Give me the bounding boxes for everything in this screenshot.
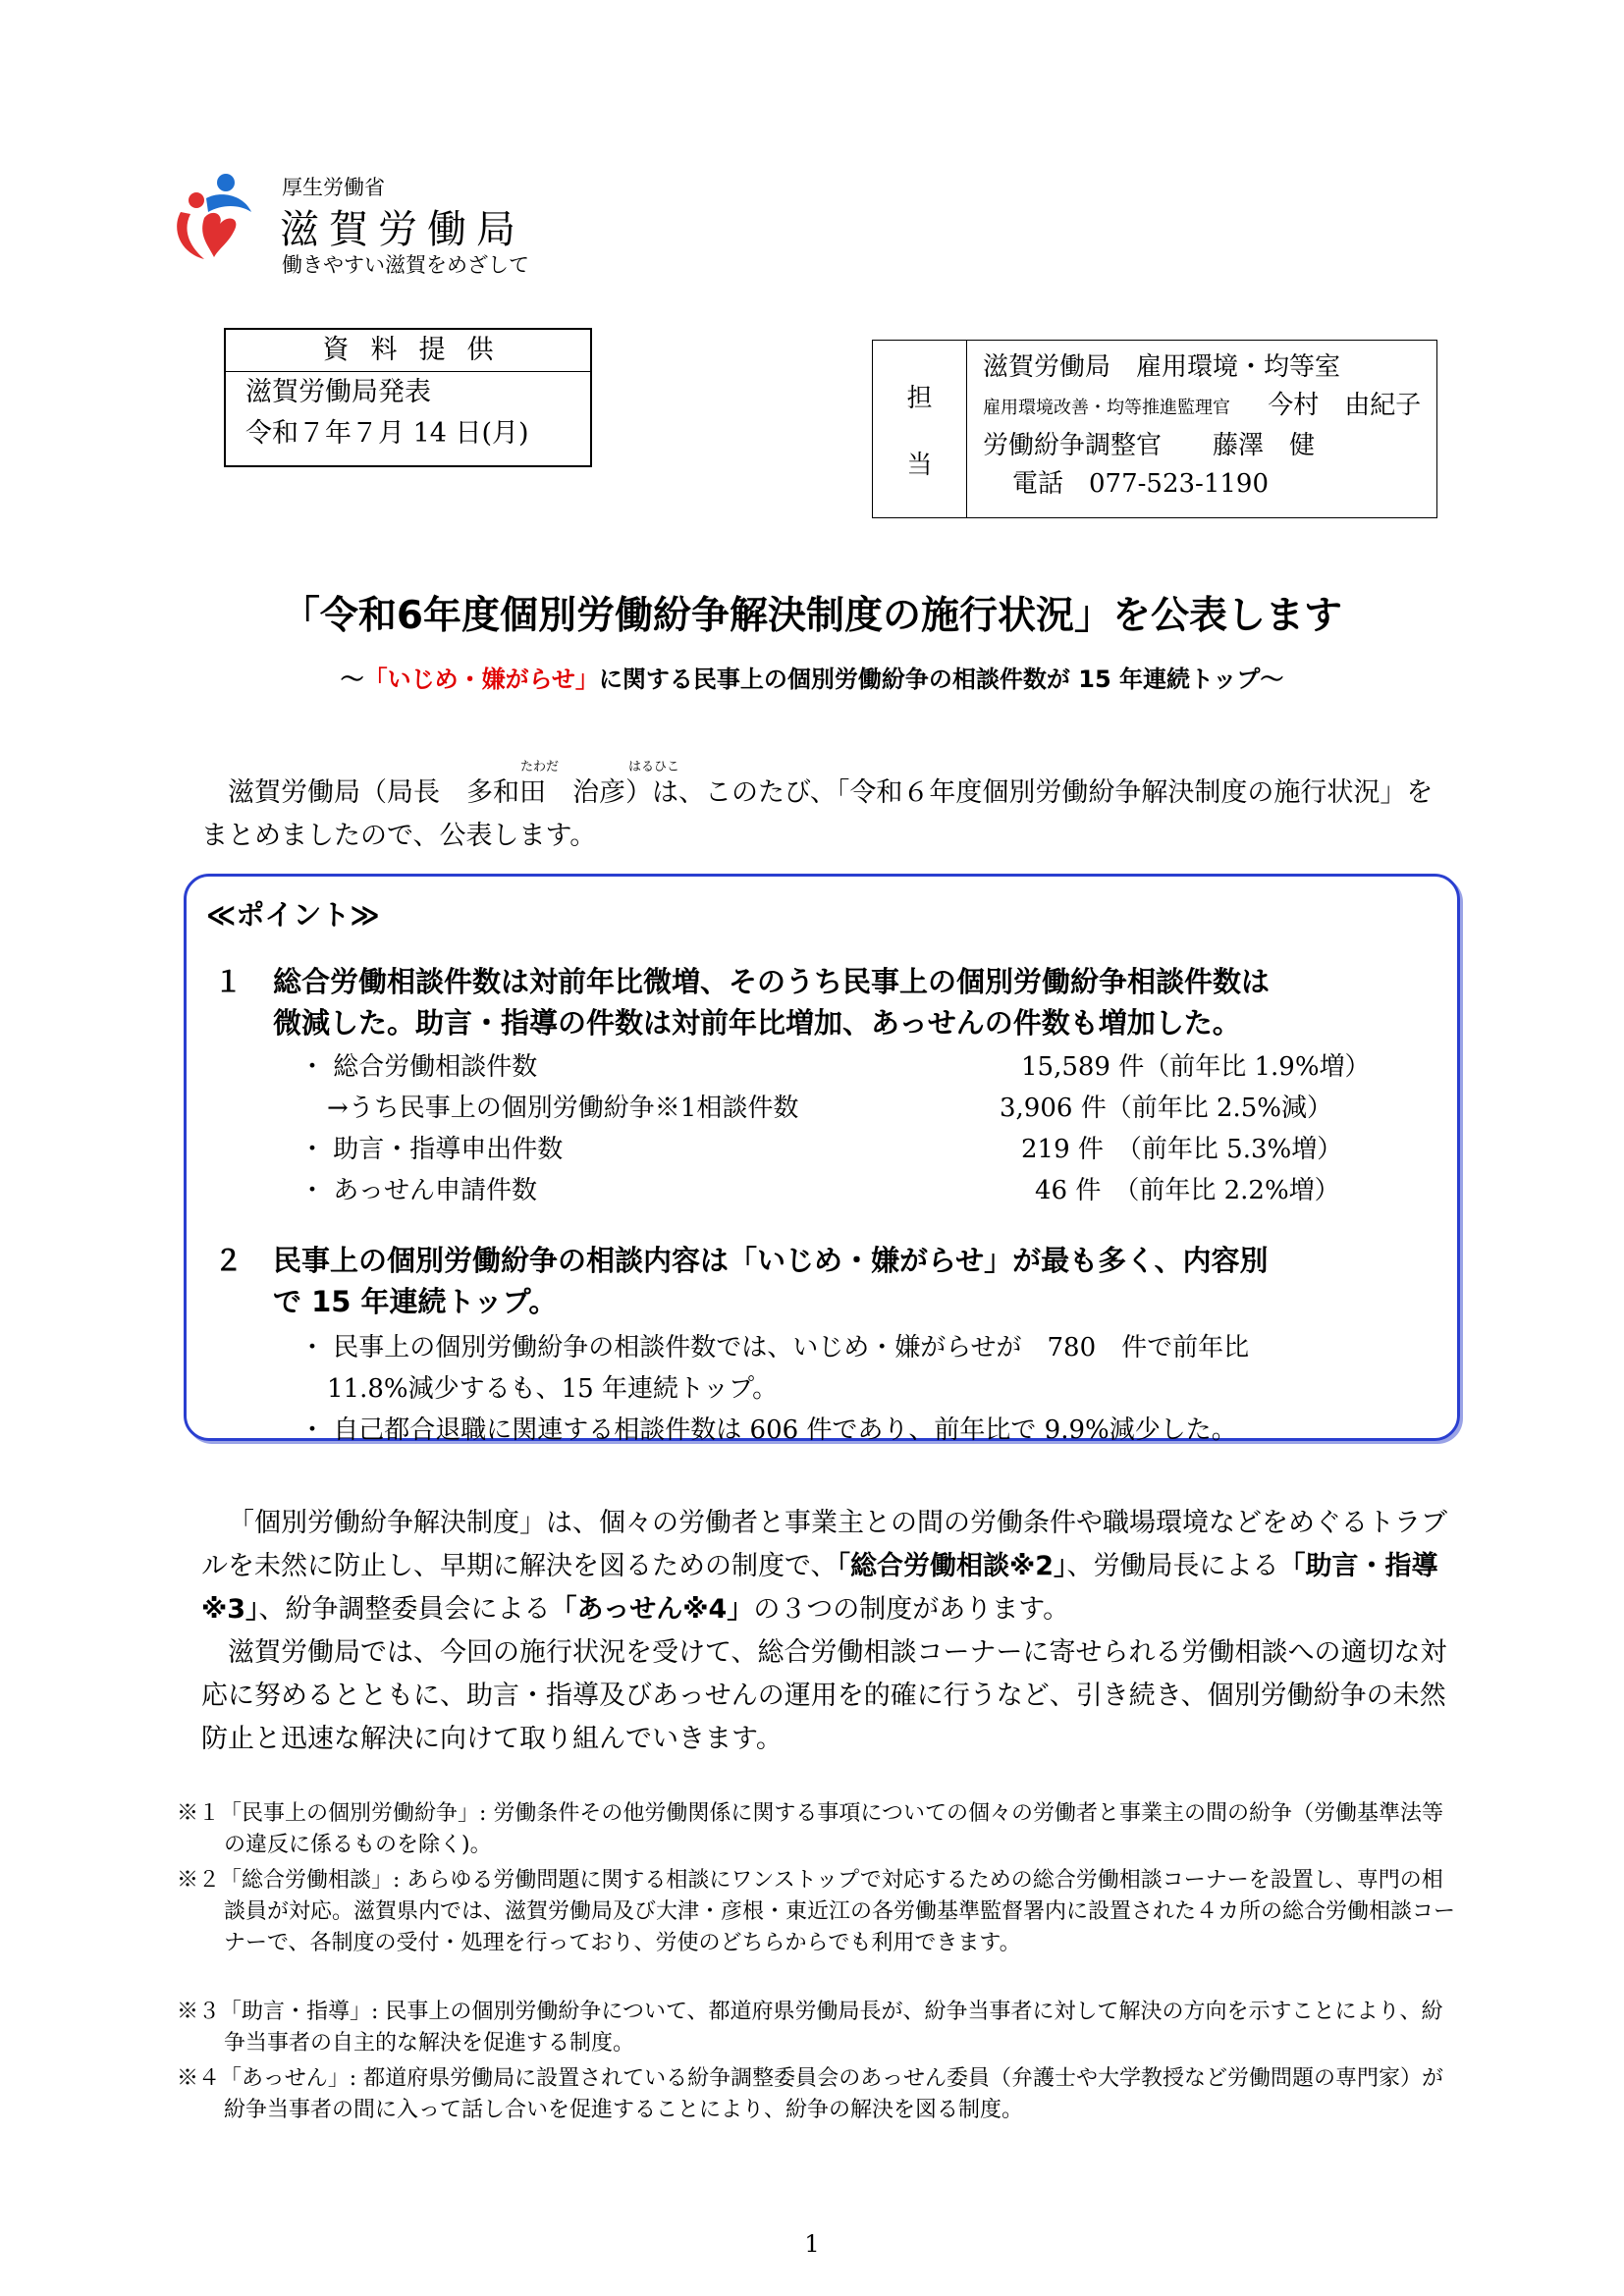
- subtitle-suffix: に関する民事上の個別労働紛争の相談件数が 15 年連続トップ～: [598, 666, 1284, 693]
- para1-text-c: 、労働局長による: [1066, 1551, 1279, 1581]
- point-2-item-2: ・ 自己都合退職に関連する相談件数は 606 件であり、前年比で 9.9%減少した。: [299, 1415, 1237, 1445]
- ruby-haruhiko: はるひこ: [628, 760, 680, 774]
- footnote-1: ※１「民事上の個別労働紛争」: 労働条件その他労働関係に関する事項についての個々の労働者と事業主の間の紛争（労働基準法等の違反に係るものを除く)。: [177, 1801, 1443, 1857]
- para1-text-d: 、紛争調整委員会による: [258, 1594, 551, 1625]
- subtitle-highlight: 「いじめ・嫌がらせ」: [363, 666, 599, 693]
- shiga-labour-bureau-logo-icon: [169, 169, 267, 267]
- page-subtitle: [0, 660, 1624, 694]
- points-heading: ≪ポイント≫: [206, 898, 380, 932]
- contact-department: 滋賀労働局 雇用環境・均等室: [983, 352, 1341, 382]
- para1-text-a: 「個別労働紛争解決制度」は、個々の労働者と事業主との間の労働条件や職場環境などをめぐるトラブルを未然に防止し、早期に解決を図るための制度で、: [201, 1508, 1447, 1581]
- release-publisher: 滋賀労働局発表: [245, 377, 431, 407]
- point-2-line-2: で 15 年連続トップ。: [273, 1285, 558, 1318]
- footnote-3: ※３「助言・指導」: 民事上の個別労働紛争について、都道府県労働局長が、紛争当事者に対して解決の方向を示すことにより、紛争当事者の自主的な解決を促進する制度。: [177, 2000, 1443, 2056]
- footnote-4: ※４「あっせん」: 都道府県労働局に設置されている紛争調整委員会のあっせん委員（弁護士や大学教授など労働問題の専門家）が紛争当事者の間に入って話し合いを促進することにより、紛争の解決を図る制度。: [177, 2066, 1443, 2122]
- subtitle-prefix: ～: [340, 666, 364, 693]
- contact-name: 今村 由紀子: [1268, 391, 1422, 420]
- contact-details: [967, 341, 1436, 517]
- contact-box: [872, 340, 1437, 518]
- point-1-item-value: 46 件 （前年比 2.2%増）: [1035, 1176, 1340, 1205]
- point-1-item-label: ・ 総合労働相談件数: [299, 1052, 538, 1082]
- page-number: 1: [804, 2230, 820, 2258]
- point-1-number: １: [214, 965, 244, 998]
- body-paragraph-1: [201, 1502, 1463, 1631]
- logo-ministry-name: 厚生労働省: [282, 176, 385, 199]
- point-1-item-value: 15,589 件（前年比 1.9%増）: [1021, 1052, 1371, 1082]
- contact-label-2: 当: [906, 450, 933, 480]
- para1-text-e: の３つの制度があります。: [753, 1594, 1070, 1625]
- page-title: 「令和6年度個別労働紛争解決制度の施行状況」を公表します: [281, 594, 1343, 638]
- point-1-item-label: ・ あっせん申請件数: [299, 1176, 538, 1205]
- point-1-line-1: 総合労働相談件数は対前年比微増、そのうち民事上の個別労働紛争相談件数は: [273, 965, 1271, 998]
- contact-label-column: [873, 341, 967, 517]
- para1-bold-3: 「あっせん※4」: [550, 1594, 754, 1625]
- footnote-2: ※２「総合労働相談」: あらゆる労働問題に関する相談にワンストップで対応するための総合労働相談コーナーを設置し、専門の相談員が対応。滋賀県内では、滋賀労働局及び大津・彦根・東近江の各労働基準監督署内に設置された４カ所の総合労働相談コーナーで、各制度の受付・処理を行っており、労使のどちらからでも利用できます。: [177, 1868, 1456, 1955]
- contact-label-1: 担: [906, 383, 933, 413]
- point-1-line-2: 微減した。助言・指導の件数は対前年比増加、あっせんの件数も増加した。: [273, 1006, 1241, 1040]
- point-1-item-value: 219 件 （前年比 5.3%増）: [1021, 1135, 1343, 1164]
- contact-person-2: 労働紛争調整官 藤澤 健: [983, 431, 1316, 460]
- point-1-item-value: 3,906 件（前年比 2.5%減）: [1000, 1094, 1333, 1123]
- para1-bold-2: 「助言・指導※3」: [201, 1551, 1438, 1625]
- release-header: 資料提供: [226, 330, 590, 372]
- intro-paragraph: 滋賀労働局（局長 多和田 治彦）は、このたび、「令和６年度個別労働紛争解決制度の施行状況」をまとめましたので、公表します。: [201, 777, 1434, 851]
- contact-role: 雇用環境改善・均等推進監理官: [983, 398, 1230, 418]
- point-2-item-1-line-2: 11.8%減少するも、15 年連続トップ。: [327, 1374, 779, 1404]
- point-1-item-label: ・ 助言・指導申出件数: [299, 1135, 564, 1164]
- body-paragraph-2: 滋賀労働局では、今回の施行状況を受けて、総合労働相談コーナーに寄せられる労働相談への適切な対応に努めるとともに、助言・指導及びあっせんの運用を的確に行うなど、引き続き、個別労働紛争の未然防止と迅速な解決に向けて取り組んでいきます。: [201, 1637, 1447, 1754]
- logo-slogan: 働きやすい滋賀をめざして: [282, 253, 529, 277]
- contact-phone: 電話 077-523-1190: [1012, 469, 1269, 499]
- point-2-item-1-line-1: ・ 民事上の個別労働紛争の相談件数では、いじめ・嫌がらせが 780 件で前年比: [299, 1333, 1250, 1362]
- point-1-item-label: →うち民事上の個別労働紛争※1相談件数: [327, 1094, 799, 1123]
- point-2-line-1: 民事上の個別労働紛争の相談内容は「いじめ・嫌がらせ」が最も多く、内容別: [273, 1244, 1269, 1277]
- contact-person-1: [983, 387, 1436, 427]
- point-2-number: ２: [214, 1244, 244, 1277]
- release-info-box: [224, 328, 592, 467]
- logo-bureau-name: 滋賀労働局: [280, 207, 525, 252]
- para1-bold-1: 「総合労働相談※2」: [837, 1551, 1067, 1581]
- release-date: 令和７年７月 14 日(月): [245, 418, 529, 449]
- ruby-tawada: たわだ: [520, 760, 560, 774]
